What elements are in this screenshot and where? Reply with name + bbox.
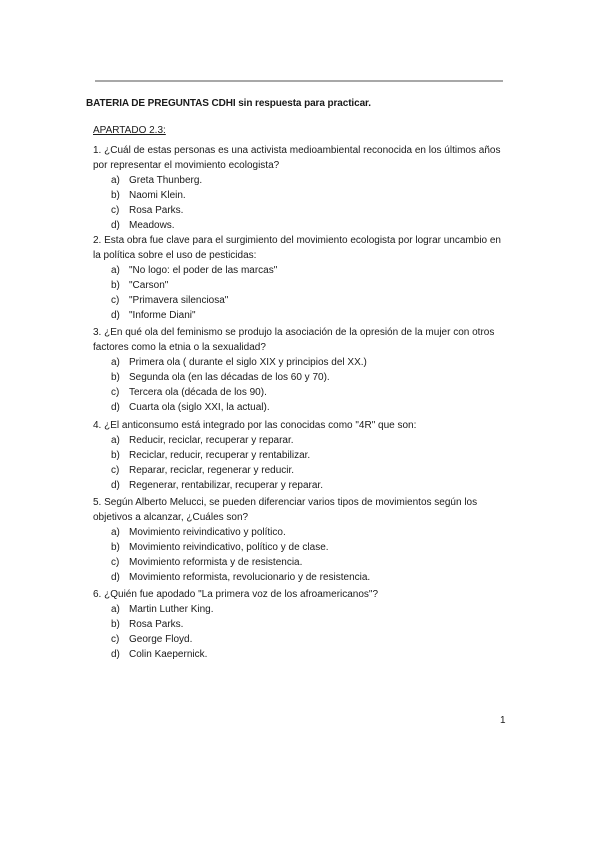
option-letter: b) bbox=[111, 542, 120, 553]
option-text: Regenerar, rentabilizar, recuperar y reparar. bbox=[129, 480, 323, 491]
option-text: Movimiento reformista y de resistencia. bbox=[129, 557, 303, 568]
option-text: "Informe Diani" bbox=[129, 310, 196, 321]
option-letter: b) bbox=[111, 190, 120, 201]
answer-option-b bbox=[93, 370, 503, 385]
document-title: BATERIA DE PREGUNTAS CDHI sin respuesta para practicar. bbox=[86, 98, 371, 109]
answer-option-c bbox=[93, 293, 503, 308]
option-text: George Floyd. bbox=[129, 634, 193, 645]
option-letter: d) bbox=[111, 480, 120, 491]
answer-option-b bbox=[93, 448, 503, 463]
option-text: Movimiento reivindicativo y político. bbox=[129, 527, 286, 538]
section-heading: APARTADO 2.3: bbox=[93, 125, 166, 136]
question-6 bbox=[93, 587, 503, 662]
option-text: Rosa Parks. bbox=[129, 619, 184, 630]
answer-option-a bbox=[93, 433, 503, 448]
option-letter: c) bbox=[111, 205, 120, 216]
option-text: Movimiento reformista, revolucionario y de resistencia. bbox=[129, 572, 371, 583]
answer-options bbox=[93, 433, 503, 493]
option-text: Segunda ola (en las décadas de los 60 y 70). bbox=[129, 372, 330, 383]
answer-options bbox=[93, 263, 503, 323]
option-letter: c) bbox=[111, 634, 120, 645]
question-3 bbox=[93, 325, 503, 415]
option-text: Reparar, reciclar, regenerar y reducir. bbox=[129, 465, 295, 476]
answer-option-b bbox=[93, 278, 503, 293]
option-letter: a) bbox=[111, 265, 120, 276]
option-letter: b) bbox=[111, 619, 120, 630]
option-letter: a) bbox=[111, 357, 120, 368]
answer-option-c bbox=[93, 385, 503, 400]
answer-option-a bbox=[93, 525, 503, 540]
answer-options bbox=[93, 355, 503, 415]
answer-option-d bbox=[93, 308, 503, 323]
option-text: Colin Kaepernick. bbox=[129, 649, 208, 660]
option-letter: a) bbox=[111, 175, 120, 186]
option-letter: d) bbox=[111, 402, 120, 413]
option-text: Meadows. bbox=[129, 220, 175, 231]
question-4 bbox=[93, 418, 503, 493]
option-text: Movimiento reivindicativo, político y de clase. bbox=[129, 542, 329, 553]
option-letter: d) bbox=[111, 310, 120, 321]
answer-option-b bbox=[93, 617, 503, 632]
answer-option-d bbox=[93, 218, 503, 233]
option-text: "No logo: el poder de las marcas" bbox=[129, 265, 278, 276]
question-stem: 2. Esta obra fue clave para el surgimiento del movimiento ecologista por lograr uncambio en la política sobre el uso de pesticidas: bbox=[93, 235, 501, 261]
answer-options bbox=[93, 525, 503, 585]
question-5 bbox=[93, 495, 503, 585]
option-letter: a) bbox=[111, 604, 120, 615]
header-rule bbox=[95, 80, 503, 82]
option-text: Reducir, reciclar, recuperar y reparar. bbox=[129, 435, 294, 446]
answer-option-b bbox=[93, 540, 503, 555]
option-text: Cuarta ola (siglo XXI, la actual). bbox=[129, 402, 270, 413]
option-text: Naomi Klein. bbox=[129, 190, 186, 201]
answer-option-a bbox=[93, 263, 503, 278]
question-stem: 5. Según Alberto Melucci, se pueden diferenciar varios tipos de movimientos según los objetivos a alcanzar, ¿Cuáles son? bbox=[93, 497, 478, 523]
option-letter: a) bbox=[111, 435, 120, 446]
option-text: "Primavera silenciosa" bbox=[129, 295, 229, 306]
option-letter: c) bbox=[111, 295, 120, 306]
option-text: "Carson" bbox=[129, 280, 169, 291]
question-1 bbox=[93, 143, 503, 233]
option-letter: d) bbox=[111, 220, 120, 231]
option-letter: c) bbox=[111, 465, 120, 476]
page-number: 1 bbox=[500, 715, 506, 726]
option-letter: d) bbox=[111, 649, 120, 660]
option-text: Greta Thunberg. bbox=[129, 175, 203, 186]
answer-option-a bbox=[93, 173, 503, 188]
question-stem: 1. ¿Cuál de estas personas es una activista medioambiental reconocida en los últimos años por representar el movimiento ecologista? bbox=[93, 145, 501, 171]
option-letter: c) bbox=[111, 557, 120, 568]
answer-options bbox=[93, 173, 503, 233]
option-letter: b) bbox=[111, 450, 120, 461]
option-text: Primera ola ( durante el siglo XIX y principios del XX.) bbox=[129, 357, 367, 368]
answer-option-c bbox=[93, 555, 503, 570]
answer-option-a bbox=[93, 602, 503, 617]
answer-option-c bbox=[93, 203, 503, 218]
answer-option-c bbox=[93, 632, 503, 647]
answer-option-d bbox=[93, 570, 503, 585]
option-text: Rosa Parks. bbox=[129, 205, 184, 216]
question-2 bbox=[93, 233, 503, 323]
option-letter: a) bbox=[111, 527, 120, 538]
answer-option-c bbox=[93, 463, 503, 478]
option-letter: c) bbox=[111, 387, 120, 398]
question-stem: 6. ¿Quién fue apodado "La primera voz de los afroamericanos"? bbox=[93, 589, 379, 600]
answer-options bbox=[93, 602, 503, 662]
answer-option-a bbox=[93, 355, 503, 370]
answer-option-d bbox=[93, 478, 503, 493]
option-text: Martin Luther King. bbox=[129, 604, 214, 615]
option-letter: b) bbox=[111, 372, 120, 383]
question-stem: 3. ¿En qué ola del feminismo se produjo la asociación de la opresión de la mujer con otros factores como la etnia o la sexualidad? bbox=[93, 327, 495, 353]
answer-option-b bbox=[93, 188, 503, 203]
question-stem: 4. ¿El anticonsumo está integrado por las conocidas como "4R" que son: bbox=[93, 420, 417, 431]
option-text: Reciclar, reducir, recuperar y rentabilizar. bbox=[129, 450, 311, 461]
option-letter: b) bbox=[111, 280, 120, 291]
answer-option-d bbox=[93, 400, 503, 415]
answer-option-d bbox=[93, 647, 503, 662]
option-letter: d) bbox=[111, 572, 120, 583]
option-text: Tercera ola (década de los 90). bbox=[129, 387, 267, 398]
